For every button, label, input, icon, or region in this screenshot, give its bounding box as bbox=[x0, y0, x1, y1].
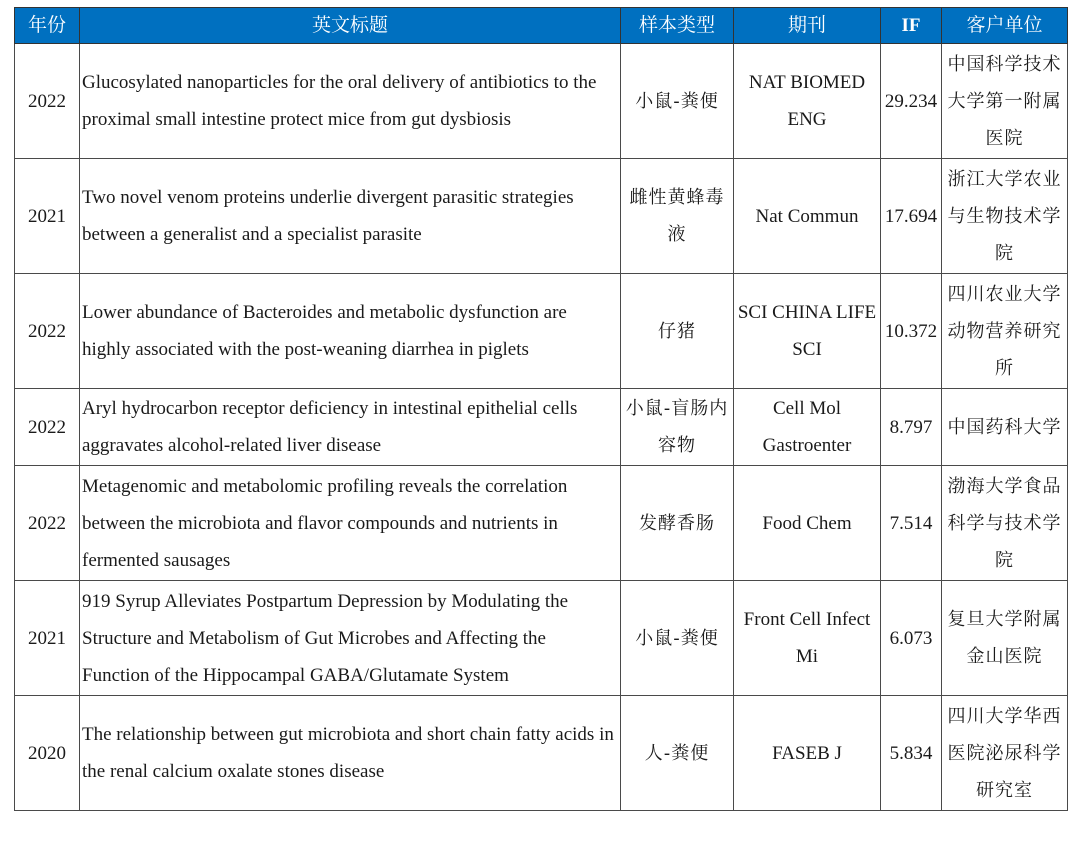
cell-sample-type: 小鼠-粪便 bbox=[621, 44, 734, 159]
table-row bbox=[15, 44, 1068, 159]
cell-title: The relationship between gut microbiota and short chain fatty acids in the renal calcium oxalate stones disease bbox=[80, 696, 621, 811]
cell-year: 2022 bbox=[15, 466, 80, 581]
table-row bbox=[15, 389, 1068, 466]
cell-journal: FASEB J bbox=[734, 696, 881, 811]
cell-impact-factor: 8.797 bbox=[881, 389, 942, 466]
publication-table bbox=[14, 7, 1068, 811]
cell-journal: Food Chem bbox=[734, 466, 881, 581]
cell-sample-type: 雌性黄蜂毒液 bbox=[621, 159, 734, 274]
cell-year: 2022 bbox=[15, 389, 80, 466]
cell-sample-type: 发酵香肠 bbox=[621, 466, 734, 581]
cell-client-org: 复旦大学附属金山医院 bbox=[942, 581, 1068, 696]
header-sample-type: 样本类型 bbox=[621, 8, 734, 44]
cell-client-org: 四川农业大学动物营养研究所 bbox=[942, 274, 1068, 389]
cell-impact-factor: 6.073 bbox=[881, 581, 942, 696]
cell-journal: NAT BIOMED ENG bbox=[734, 44, 881, 159]
cell-impact-factor: 10.372 bbox=[881, 274, 942, 389]
cell-sample-type: 人-粪便 bbox=[621, 696, 734, 811]
cell-sample-type: 小鼠-粪便 bbox=[621, 581, 734, 696]
cell-title: 919 Syrup Alleviates Postpartum Depression by Modulating the Structure and Metabolism of Gut Microbes and Affecting the Function of the Hippocampal GABA/Glutamate System bbox=[80, 581, 621, 696]
cell-impact-factor: 17.694 bbox=[881, 159, 942, 274]
cell-sample-type: 仔猪 bbox=[621, 274, 734, 389]
cell-year: 2021 bbox=[15, 581, 80, 696]
cell-journal: Cell Mol Gastroenter bbox=[734, 389, 881, 466]
cell-title: Glucosylated nanoparticles for the oral delivery of antibiotics to the proximal small intestine protect mice from gut dysbiosis bbox=[80, 44, 621, 159]
cell-year: 2022 bbox=[15, 44, 80, 159]
cell-client-org: 浙江大学农业与生物技术学院 bbox=[942, 159, 1068, 274]
table-header-row bbox=[15, 8, 1068, 44]
header-journal: 期刊 bbox=[734, 8, 881, 44]
cell-client-org: 中国药科大学 bbox=[942, 389, 1068, 466]
header-year: 年份 bbox=[15, 8, 80, 44]
cell-title: Aryl hydrocarbon receptor deficiency in intestinal epithelial cells aggravates alcohol-related liver disease bbox=[80, 389, 621, 466]
cell-journal: Front Cell Infect Mi bbox=[734, 581, 881, 696]
table-row bbox=[15, 581, 1068, 696]
cell-year: 2021 bbox=[15, 159, 80, 274]
cell-impact-factor: 7.514 bbox=[881, 466, 942, 581]
cell-journal: Nat Commun bbox=[734, 159, 881, 274]
cell-client-org: 四川大学华西医院泌尿科学研究室 bbox=[942, 696, 1068, 811]
cell-title: Lower abundance of Bacteroides and metabolic dysfunction are highly associated with the post-weaning diarrhea in piglets bbox=[80, 274, 621, 389]
header-impact-factor: IF bbox=[881, 8, 942, 44]
cell-client-org: 中国科学技术大学第一附属医院 bbox=[942, 44, 1068, 159]
cell-sample-type: 小鼠-盲肠内容物 bbox=[621, 389, 734, 466]
table-row bbox=[15, 466, 1068, 581]
cell-impact-factor: 5.834 bbox=[881, 696, 942, 811]
cell-client-org: 渤海大学食品科学与技术学院 bbox=[942, 466, 1068, 581]
table-row bbox=[15, 274, 1068, 389]
table-row bbox=[15, 159, 1068, 274]
cell-title: Two novel venom proteins underlie divergent parasitic strategies between a generalist and a specialist parasite bbox=[80, 159, 621, 274]
publication-table-container bbox=[14, 7, 1068, 811]
cell-year: 2020 bbox=[15, 696, 80, 811]
header-title: 英文标题 bbox=[80, 8, 621, 44]
cell-title: Metagenomic and metabolomic profiling reveals the correlation between the microbiota and flavor compounds and nutrients in fermented sausages bbox=[80, 466, 621, 581]
cell-year: 2022 bbox=[15, 274, 80, 389]
cell-impact-factor: 29.234 bbox=[881, 44, 942, 159]
table-row bbox=[15, 696, 1068, 811]
cell-journal: SCI CHINA LIFE SCI bbox=[734, 274, 881, 389]
header-client-org: 客户单位 bbox=[942, 8, 1068, 44]
